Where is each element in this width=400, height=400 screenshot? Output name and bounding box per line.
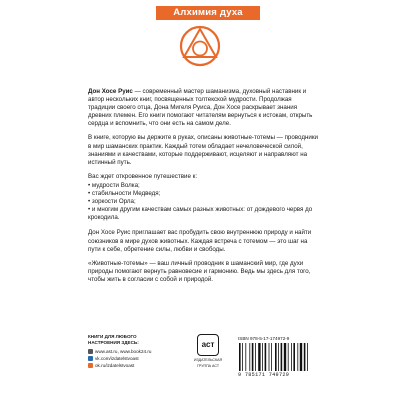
invitation-paragraph: Дон Хосе Руис приглашает вас пробудить свою внутреннюю природу и найти союзников в мире духов животных. Каждая встреча с тотемом — это шаг на пути к себе, обретение силы, любви и свободы. — [88, 229, 312, 253]
back-cover-footer — [88, 334, 318, 384]
barcode-bar — [252, 343, 254, 371]
footer-heading-line-1: КНИГИ ДЛЯ ЛЮБОГО — [88, 334, 137, 339]
barcode-image — [238, 343, 312, 371]
barcode-bar — [300, 343, 302, 371]
list-item: • зоркости Орла; — [88, 198, 318, 206]
isbn-number: ISBN 978-5-17-174972-9 — [238, 336, 290, 341]
publisher-caption-line-2: ГРУППА АСТ — [196, 364, 220, 369]
barcode-bar — [255, 343, 256, 371]
barcode-bar — [288, 343, 289, 371]
vk-link[interactable]: vk.com/izdatelstvoast — [95, 355, 139, 361]
barcode-bar — [291, 343, 292, 371]
isbn-block — [238, 336, 318, 378]
barcode-bar — [265, 343, 267, 371]
barcode-digits: 9 785171 749729 — [238, 372, 290, 378]
list-item: • и многим другим качествам самых разных животных: от дождевого червя до крокодила. — [88, 206, 318, 222]
barcode-bar — [242, 343, 243, 371]
barcode-bar — [297, 343, 298, 371]
barcode-bar — [269, 343, 270, 371]
barcode-bar — [245, 343, 246, 371]
barcode-bar — [262, 343, 263, 371]
barcode-bar — [281, 343, 283, 371]
journey-list — [88, 182, 318, 222]
barcode-bar — [278, 343, 279, 371]
publisher-links — [88, 334, 158, 369]
barcode-bar — [239, 343, 241, 371]
ast-logo-mark: аст — [197, 334, 219, 356]
publisher-logo — [193, 334, 223, 369]
list-item: • стабильности Медведя; — [88, 190, 318, 198]
barcode-bar — [271, 343, 272, 371]
intro-paragraph — [88, 88, 318, 128]
publisher-caption-line-1: ИЗДАТЕЛЬСКАЯ — [193, 358, 223, 362]
barcode-bar — [304, 343, 306, 371]
closing-paragraph: «Животные-тотемы» — ваш личный проводник в шаманский мир, где духи природы помогают вернуть равновесие и гармонию. Ведь мы здесь для того, чтобы жить в согласии с собой и природой. — [88, 259, 311, 283]
footer-heading-line-2: НАСТРОЕНИЯ ЗДЕСЬ: — [88, 339, 139, 345]
barcode-bar — [307, 343, 308, 371]
globe-icon — [88, 349, 93, 354]
barcode-bar — [293, 343, 295, 371]
series-title: Алхимия духа — [156, 6, 260, 20]
vk-icon — [88, 356, 93, 361]
barcode-bar — [275, 343, 277, 371]
intro-text: — современный мастер шаманизма, духовный наставник и автор нескольких книг, посвященных толтекской мудрости. Продолжая традиции своего отца, Дона Мигеля Руиса, Дон Хосе раскрывает знания древних племен. Его книги помогают читателям вернуться к истокам, открыть сердца и вспомнить, что они есть на самом деле. — [88, 88, 313, 128]
ok-icon — [88, 363, 93, 368]
barcode-bar — [258, 343, 260, 371]
barcode-bar — [249, 343, 250, 371]
alchemy-emblem-icon — [178, 24, 222, 68]
barcode-bar — [284, 343, 286, 371]
list-item: • мудрости Волка; — [88, 182, 318, 190]
journey-intro: Вас ждет откровенное путешествие к: — [88, 172, 198, 180]
author-name: Дон Хосе Руис — [88, 88, 133, 95]
ok-link[interactable]: ok.ru/izdatelstvoast — [95, 362, 135, 368]
site-link[interactable]: www.ast.ru, www.book24.ru — [95, 348, 152, 354]
annotation-text — [88, 88, 318, 290]
totems-paragraph: В книге, которую вы держите в руках, описаны животные-тотемы — проводники в мир шаманских практик. Каждый тотем обладает нечеловеческой силой, знаниями и качествами, которые поддерживают, исцеляют и направляют на истинный путь. — [88, 134, 318, 166]
